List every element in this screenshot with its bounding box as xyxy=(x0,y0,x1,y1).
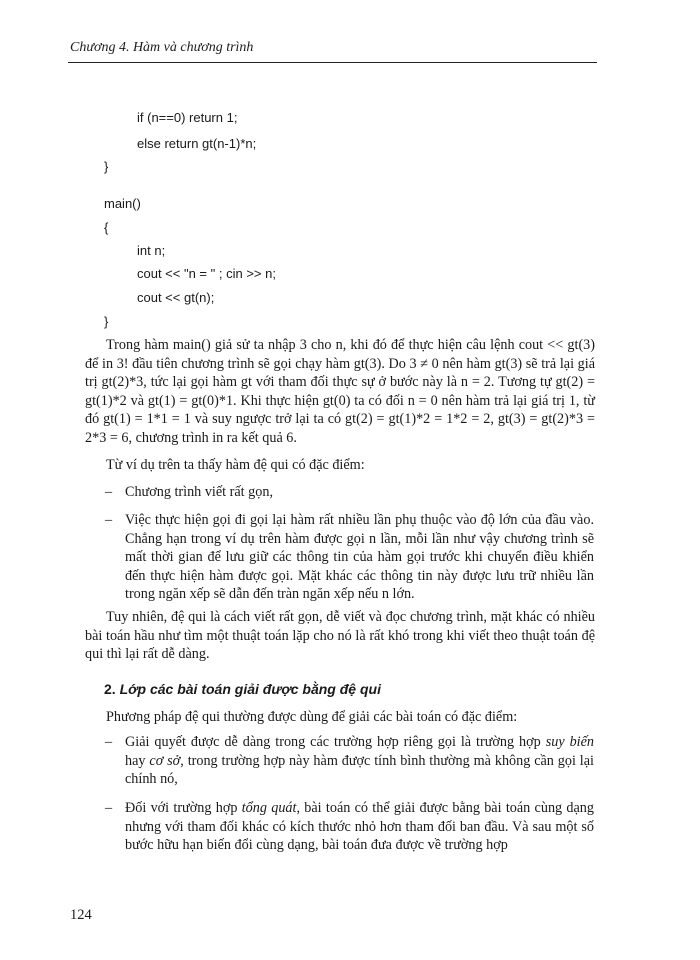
page-number: 124 xyxy=(70,907,92,923)
bullet-text-part: , trong trường hợp này hàm được tính bình thường mà không cần gọi lại chính nó, xyxy=(125,752,594,788)
dash-marker: – xyxy=(105,734,113,750)
code-line-6: int n; xyxy=(137,243,166,258)
dash-marker: – xyxy=(105,512,113,528)
emphasis-term: cơ sở xyxy=(149,752,181,769)
bullet-text: Việc thực hiện gọi đi gọi lại hàm rất nhiều lần phụ thuộc vào độ lớn của đầu vào. Chẳng hạn trong ví dụ trên hàm được gọi n lần, mỗi lần như vậy chương trình sẽ mất thời gian để lưu giữ các thông tin của hàm gọi trước khi chuyển điều khiển đến thực hiện hàm được gọi. Mặt khác các thông tin này được lưu trữ nhiều lần trong ngăn xếp sẽ dẫn đến tràn ngăn xếp nếu n lớn. xyxy=(125,512,594,603)
code-line-3: } xyxy=(104,159,109,174)
code-line-4: main() xyxy=(104,196,141,211)
emphasis-term: suy biến xyxy=(545,734,594,750)
bullet-text-part: Giải quyết được dễ dàng trong các trường hợp riêng gọi là trường hợp xyxy=(125,734,546,750)
bullet-text-part: Đối với trường hợp xyxy=(125,800,242,816)
code-line-9: } xyxy=(104,314,109,329)
bullet-text-part: , bài toán có thể giải được bằng bài toán cùng dạng nhưng với tham đối khác có kích thước nhỏ hơn tham đối ban đầu. Và sau một số bước hữu hạn biến đổi cùng dạng, bài toán đưa được về trường hợp xyxy=(125,800,594,854)
code-line-8: cout << gt(n); xyxy=(137,290,215,305)
paragraph-method: Phương pháp đệ qui thường được dùng để giải các bài toán có đặc điểm: xyxy=(106,709,518,725)
code-line-2: else return gt(n-1)*n; xyxy=(137,136,257,151)
paragraph-explanation: Trong hàm main() giả sử ta nhập 3 cho n, khi đó để thực hiện câu lệnh cout << gt(3) để in 3! đầu tiên chương trình sẽ gọi chạy hàm gt(3). Do 3 ≠ 0 nên hàm gt(3) sẽ trả lại giá trị gt(2)*3, tức lại gọi hàm gt với tham đối thực sự ở bước này là n = 2. Tương tự gt(2) = gt(1)*2 và gt(1) = gt(0)*1. Khi thực hiện gt(0) ta có đối n = 0 nên hàm trả lại giá trị 1, từ đó gt(1) = 1*1 = 1 và suy ngược trở lại ta có gt(2) = gt(1)*2 = 1*2 = 2, gt(3) = gt(2)*3 = 2*3 = 6, chương trình in ra kết quả 6. xyxy=(85,337,595,446)
bullet-text xyxy=(125,733,594,789)
chapter-header: Chương 4. Hàm và chương trình xyxy=(70,40,254,55)
bullet-text: Chương trình viết rất gọn, xyxy=(125,484,273,500)
header-rule xyxy=(68,62,597,63)
code-line-7: cout << "n = " ; cin >> n; xyxy=(137,266,276,281)
code-line-5: { xyxy=(104,220,109,235)
code-line-1: if (n==0) return 1; xyxy=(137,110,238,125)
paragraph-advantages: Tuy nhiên, đệ qui là cách viết rất gọn, dễ viết và đọc chương trình, mặt khác có nhiều bài toán hầu như tìm một thuật toán lặp cho nó là rất khó trong khi viết theo thuật toán đệ qui thì lại rất dễ dàng. xyxy=(85,609,595,663)
section-title-text: Lớp các bài toán giải được bằng đệ qui xyxy=(119,681,381,697)
section-number: 2. xyxy=(104,681,116,697)
paragraph-characteristics: Từ ví dụ trên ta thấy hàm đệ qui có đặc điểm: xyxy=(106,457,365,473)
bullet-text xyxy=(125,799,594,855)
bullet-text-part: hay xyxy=(125,752,150,769)
dash-marker: – xyxy=(105,800,113,816)
dash-marker: – xyxy=(105,484,113,500)
section-heading xyxy=(104,681,381,697)
emphasis-term: tổng quát xyxy=(241,800,297,816)
